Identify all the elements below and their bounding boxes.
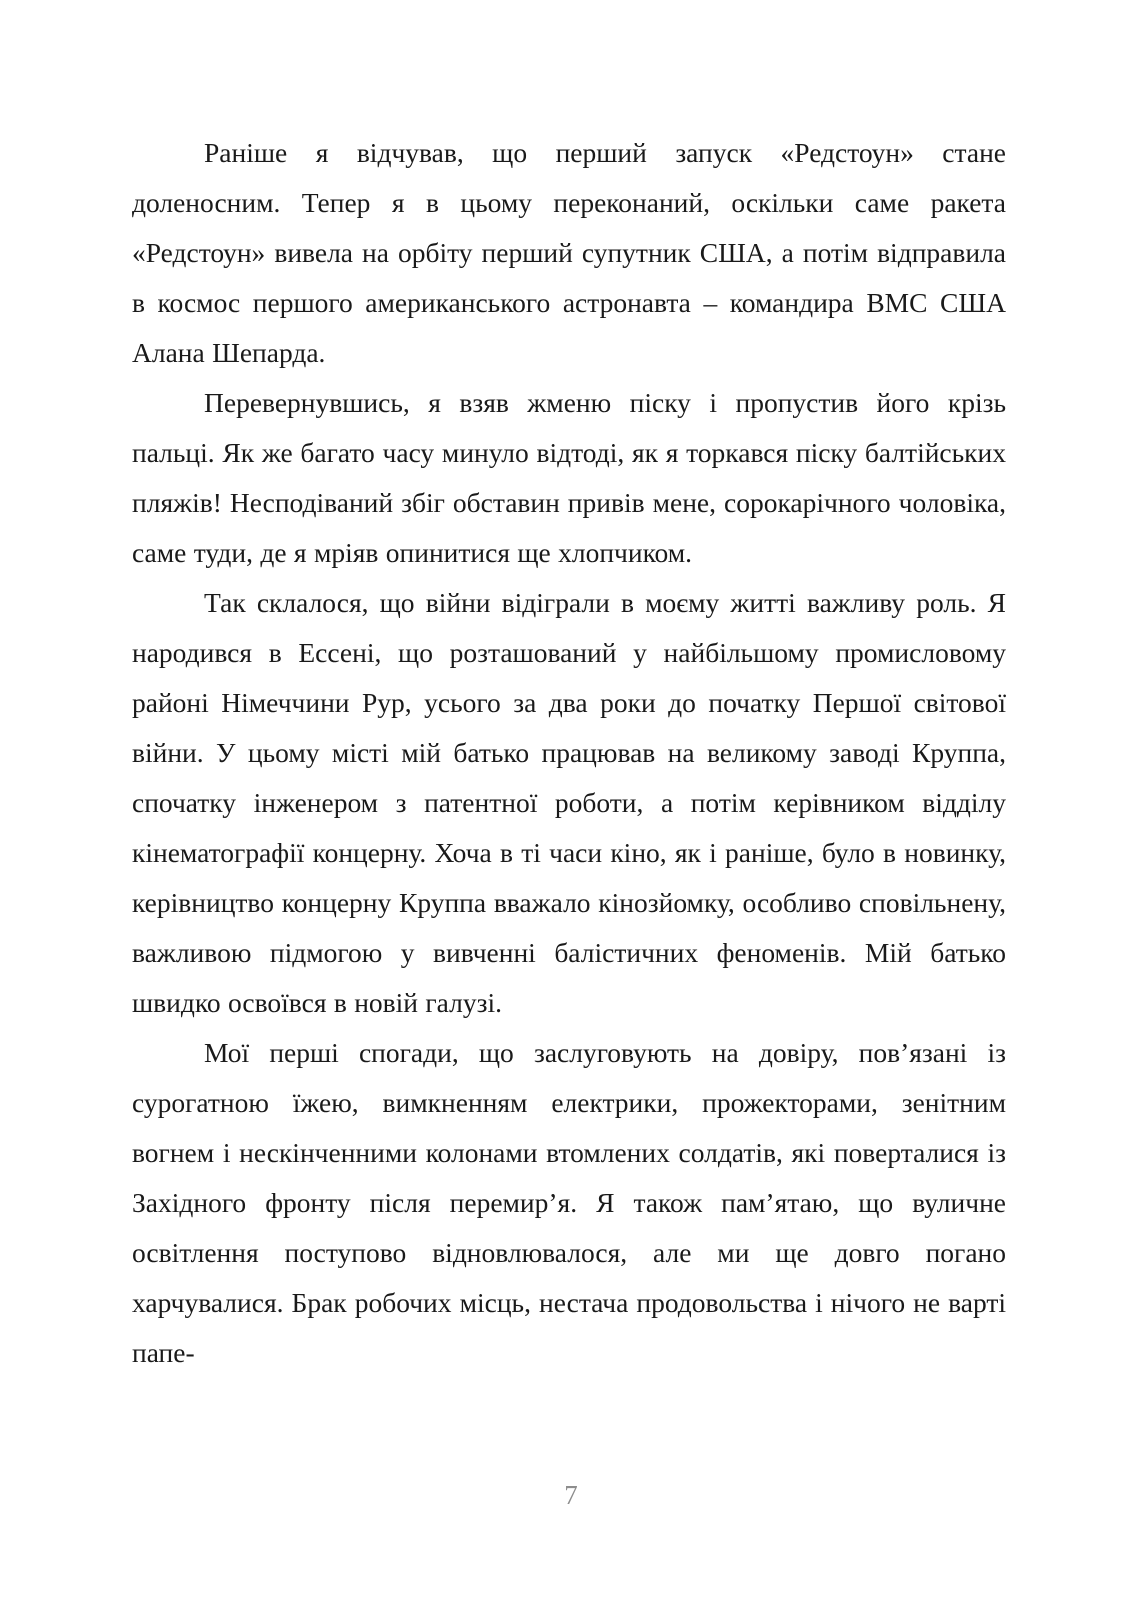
paragraph-2: Перевернувшись, я взяв жменю піску і пропустив його крізь пальці. Як же багато часу минуло відтоді, як я торкався піску балтійських пляжів! Несподіваний збіг обставин привів мене, сорокарічного чоловіка, саме туди, де я мріяв опинитися ще хлопчиком. <box>132 387 1006 568</box>
paragraph-4: Мої перші спогади, що заслуговують на довіру, пов’язані із сурогатною їжею, вимкненням електрики, прожекторами, зенітним вогнем і нескінченними колонами втомлених солдатів, які поверталися із Західного фронту після перемир’я. Я також пам’ятаю, що вуличне освітлення поступово відновлювалося, але ми ще довго погано харчувалися. Брак робочих місць, нестача продовольства і нічого не варті папе- <box>132 1037 1006 1368</box>
paragraph-3: Так склалося, що війни відіграли в моєму житті важливу роль. Я народився в Ессені, що розташований у найбільшому промисловому районі Німеччини Рур, усього за два роки до початку Першої світової війни. У цьому місті мій батько працював на великому заводі Круппа, спочатку інженером з патентної роботи, а потім керівником відділу кінематографії концерну. Хоча в ті часи кіно, як і раніше, було в новинку, керівництво концерну Круппа вважало кінозйомку, особливо сповільнену, важливою підмогою у вивченні балістичних феноменів. Мій батько швидко освоївся в новій галузі. <box>132 587 1006 1018</box>
paragraph-1: Раніше я відчував, що перший запуск «Редстоун» стане доленосним. Тепер я в цьому переконаний, оскільки саме ракета «Редстоун» вивела на орбіту перший супутник США, а потім відправила в космос першого американського астронавта – командира ВМС США Алана Шепарда. <box>132 137 1006 368</box>
text-column <box>132 128 1006 1378</box>
page-number: 7 <box>564 1480 578 1510</box>
